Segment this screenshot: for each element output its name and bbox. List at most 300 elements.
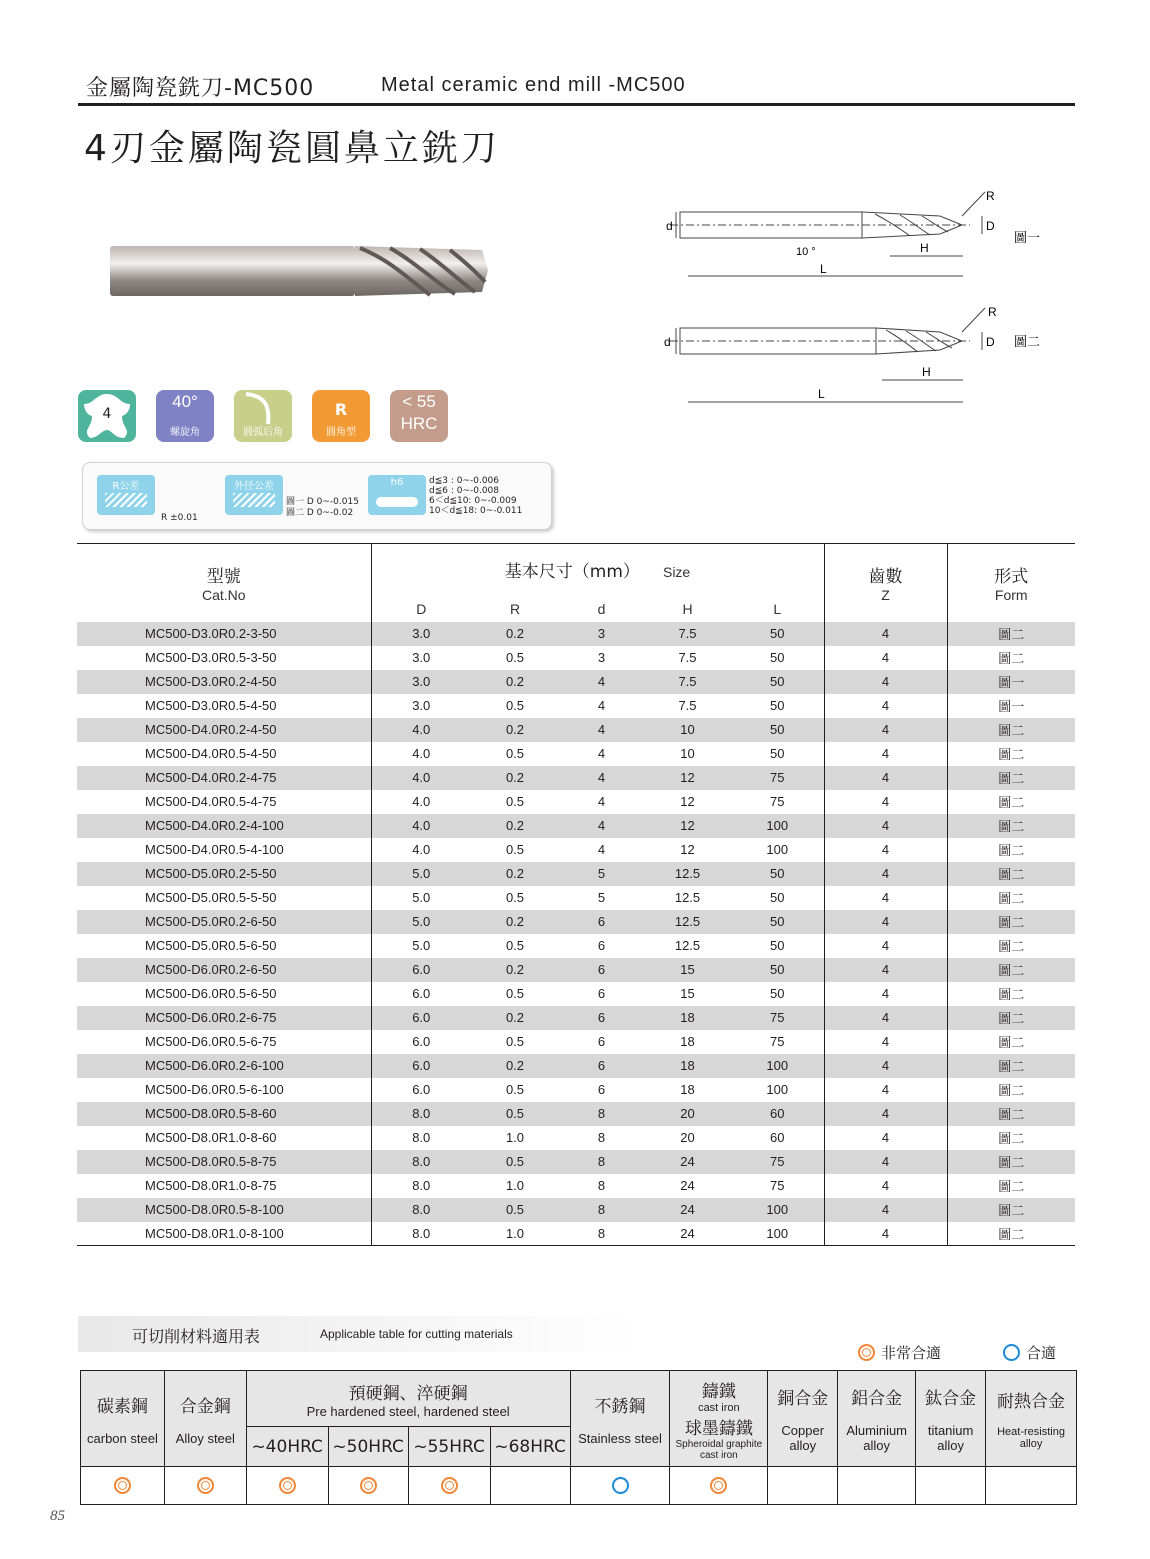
r-cell: 0.5 [505,1082,525,1097]
header-en-title: Metal ceramic end mill -MC500 [381,74,686,96]
z-cell: 4 [824,958,947,982]
drawing-fig1-L: L [820,262,827,276]
drawing-fig1-H: H [920,241,929,255]
shank-d-cell: 4 [559,814,644,838]
z-cell: 4 [824,1006,947,1030]
col-d-header: d [597,600,606,617]
shank-d-cell: 6 [597,1034,606,1049]
cast-zh: 鑄鐵 [701,1381,736,1402]
d-cell: 3.0 [412,698,431,713]
table-row [77,1054,1075,1078]
form-cell: 圖二 [998,1083,1025,1098]
form-cell: 圖二 [998,1035,1025,1050]
z-cell: 4 [824,766,947,790]
d-cell: 5.0 [371,910,471,934]
z-cell: 4 [824,1198,947,1222]
z-cell: 4 [824,1054,947,1078]
l-cell: 75 [731,766,824,790]
d-cell: 4.0 [371,766,471,790]
h-cell: 15 [680,986,695,1001]
hrc40-header [246,1427,328,1467]
d-cell: 8.0 [371,1102,471,1126]
z-cell: 4 [824,1126,947,1150]
cat-no-cell: MC500-D3.0R0.5-3-50 [77,646,371,670]
flute-count-icon [78,390,136,442]
r-tolerance-label: R公差 [112,481,140,492]
alu-en: Aluminium alloy [846,1423,908,1453]
form-cell: 圖二 [998,1131,1025,1146]
hrc68-header [490,1427,570,1467]
r-cell: 0.2 [471,1054,559,1078]
suitability-cell [408,1467,490,1505]
hardness-icon [390,390,448,442]
cat-no-cell: MC500-D6.0R0.5-6-50 [77,982,371,1006]
l-cell: 75 [731,1174,824,1198]
h6-line: d≦6 : 0~-0.008 [429,486,500,496]
drawing-fig1-R: R [986,189,995,203]
suitability-cell [838,1467,916,1505]
h6-line: 6＜d≦10: 0~-0.009 [429,496,517,506]
z-cell: 4 [824,1078,947,1102]
double-ring-icon [441,1477,458,1494]
form-cell: 圖二 [947,958,1075,982]
h6-badge [368,475,426,515]
table-row [77,862,1075,886]
h-cell: 12.5 [674,938,701,953]
z-cell: 4 [824,1030,947,1054]
materials-table [80,1370,1077,1505]
cat-no-cell: MC500-D5.0R0.5-5-50 [77,886,371,910]
shank-d-cell: 6 [559,1054,644,1078]
heat-zh: 耐熱合金 [997,1392,1066,1412]
hatch-icon [105,493,147,507]
drawing-fig2-R: R [988,305,997,319]
table-row [77,910,1075,934]
drawing-fig1-label: 圖一 [1014,231,1041,246]
cast-en: cast iron [698,1401,740,1414]
teeth-header [824,544,947,622]
hard-en: Pre hardened steel, hardened steel [306,1403,510,1419]
shank-d-cell: 8 [559,1198,644,1222]
shank-d-cell: 4 [597,842,606,857]
aluminium-header [838,1371,916,1467]
h-cell: 24 [680,1178,695,1193]
size-header-en: Size [662,564,691,581]
table-row [77,814,1075,838]
r-cell: 1.0 [505,1178,525,1193]
stainless-en: Stainless steel [578,1430,662,1446]
shank-d-cell: 5 [559,862,644,886]
table-row [77,1030,1075,1054]
shank-d-cell: 6 [559,958,644,982]
l-cell: 60 [731,1102,824,1126]
carbon-en: carbon steel [87,1430,158,1446]
table-row [77,790,1075,814]
d-cell: 6.0 [371,958,471,982]
cat-no-cell: MC500-D4.0R0.2-4-75 [77,766,371,790]
form-cell: 圖二 [947,1006,1075,1030]
suitability-cell [768,1467,838,1505]
header-zh-title: 金屬陶瓷銑刀-MC500 [86,76,315,101]
end-mill-photo [110,240,490,300]
h-cell: 12 [644,814,731,838]
helix-angle-icon [156,390,214,442]
h-cell: 15 [644,958,731,982]
l-cell: 100 [731,1198,824,1222]
carbon-zh: 碳素鋼 [96,1396,148,1417]
double-ring-icon [858,1344,875,1361]
h-cell: 7.5 [678,650,697,665]
table-row [77,1198,1075,1222]
d-cell: 4.0 [371,718,471,742]
r-tolerance-value: R ±0.01 [161,513,198,523]
r-cell: 0.5 [505,794,525,809]
col-H-header: H [682,600,693,617]
helix-angle-label: 螺旋角 [170,427,200,438]
drawing-fig2-label: 圖二 [1014,335,1041,350]
form-cell: 圖二 [947,862,1075,886]
r-cell: 0.2 [471,670,559,694]
double-ring-icon [114,1477,131,1494]
drawing-fig2-H: H [922,365,931,379]
model-header-en: Cat.No [201,587,246,604]
h-cell: 20 [680,1130,695,1145]
table-row [77,886,1075,910]
form-header-zh: 形式 [994,567,1029,588]
d-cell: 6.0 [371,1054,471,1078]
r-cell: 0.2 [471,718,559,742]
h-cell: 12.5 [644,910,731,934]
z-cell: 4 [824,1150,947,1174]
drawing-fig1-D: D [986,219,995,233]
shank-d-cell: 3 [559,622,644,646]
table-row [77,1102,1075,1126]
form-cell: 圖一 [998,699,1025,714]
z-cell: 4 [824,886,947,910]
d-cell: 6.0 [412,1082,431,1097]
d-cell: 8.0 [412,1178,431,1193]
h-cell: 18 [644,1054,731,1078]
arc-relief-label: 圓弧后角 [243,427,283,438]
hatch-icon [233,493,275,507]
z-cell: 4 [824,622,947,646]
ring-icon [1003,1344,1020,1361]
double-ring-icon [710,1477,727,1494]
table-row [77,646,1075,670]
shank-d-cell: 4 [597,794,606,809]
d-cell: 4.0 [412,746,431,761]
h-cell: 20 [644,1102,731,1126]
corner-letter: R [334,400,348,419]
r-cell: 0.5 [505,698,525,713]
z-cell: 4 [824,1222,947,1246]
table-row [77,670,1075,694]
ring-icon [612,1477,629,1494]
double-ring-icon [197,1477,214,1494]
z-cell: 4 [824,790,947,814]
cat-no-cell: MC500-D3.0R0.5-4-50 [77,694,371,718]
shank-icon [376,497,418,507]
form-cell: 圖二 [998,747,1025,762]
suitability-cell [490,1467,570,1505]
materials-heading [78,1316,638,1352]
shank-d-cell: 4 [559,766,644,790]
table-row [77,1222,1075,1246]
shank-d-cell: 3 [597,650,606,665]
copper-header [768,1371,838,1467]
form-cell: 圖二 [947,718,1075,742]
cat-no-cell: MC500-D4.0R0.5-4-100 [77,838,371,862]
h-cell: 12.5 [674,890,701,905]
hrc68-label: ~68HRC [494,1436,566,1457]
r-tolerance-badge [97,475,155,515]
alloy-zh: 合金鋼 [179,1396,231,1417]
d-cell: 8.0 [371,1150,471,1174]
shank-d-cell: 4 [597,698,606,713]
l-cell: 100 [731,838,824,862]
drawing-fig1-angle: 10 ° [796,246,816,258]
h-cell: 7.5 [678,698,697,713]
h-cell: 7.5 [644,670,731,694]
hrc50-label: ~50HRC [332,1436,404,1457]
suitability-cell [916,1467,986,1505]
r-cell: 0.5 [505,746,525,761]
table-row [77,934,1075,958]
col-R-header: R [509,600,521,617]
h6-label: h6 [390,477,404,488]
r-cell: 1.0 [505,1130,525,1145]
r-cell: 0.5 [505,842,525,857]
h-cell: 7.5 [644,622,731,646]
shank-d-cell: 4 [559,670,644,694]
form-cell: 圖二 [947,766,1075,790]
double-ring-icon [360,1477,377,1494]
h-cell: 12.5 [644,862,731,886]
page-title: 4刃金屬陶瓷圓鼻立銑刀 [84,128,500,169]
cat-no-cell: MC500-D6.0R0.2-6-100 [77,1054,371,1078]
z-cell: 4 [824,862,947,886]
l-cell: 50 [731,622,824,646]
h6-line: 10＜d≦18: 0~-0.011 [429,506,523,516]
h-cell: 10 [644,718,731,742]
form-cell: 圖二 [947,1150,1075,1174]
titanium-header [916,1371,986,1467]
cat-no-cell: MC500-D6.0R0.5-6-100 [77,1078,371,1102]
corner-type-label: 圓角型 [326,427,356,438]
h-cell: 24 [644,1150,731,1174]
l-cell: 50 [731,670,824,694]
l-cell: 50 [731,862,824,886]
h-cell: 12 [644,766,731,790]
shank-d-cell: 8 [559,1102,644,1126]
ti-en: titanium alloy [927,1423,974,1453]
stainless-zh: 不銹鋼 [594,1396,646,1417]
form-cell: 圖二 [998,891,1025,906]
model-header [77,544,371,622]
shank-d-cell: 8 [597,1130,606,1145]
alloy-en: Alloy steel [175,1430,235,1446]
page-header [78,68,1075,106]
size-header [371,544,824,596]
d-cell: 8.0 [371,1222,471,1246]
helix-angle-value: 40° [172,392,198,411]
z-cell: 4 [824,934,947,958]
alloy-steel-header [164,1371,246,1467]
cat-no-cell: MC500-D5.0R0.5-6-50 [77,934,371,958]
l-cell: 75 [731,790,824,814]
suitability-row [81,1467,1077,1505]
table-row [77,838,1075,862]
hardness-unit: HRC [400,414,438,433]
form-cell: 圖二 [947,1054,1075,1078]
cat-no-cell: MC500-D8.0R1.0-8-60 [77,1126,371,1150]
table-row [77,718,1075,742]
form-cell: 圖二 [947,1102,1075,1126]
shank-d-cell: 4 [559,718,644,742]
r-cell: 0.2 [471,958,559,982]
r-cell: 0.5 [471,1198,559,1222]
shank-d-cell: 6 [559,910,644,934]
l-cell: 50 [731,886,824,910]
cat-no-cell: MC500-D8.0R0.5-8-100 [77,1198,371,1222]
z-cell: 4 [824,670,947,694]
r-cell: 0.5 [505,890,525,905]
dimension-table-body [77,622,1075,1246]
shank-d-cell: 8 [559,1222,644,1246]
h-cell: 12 [680,794,695,809]
cat-no-cell: MC500-D6.0R0.2-6-50 [77,958,371,982]
hardened-steel-header [246,1371,570,1427]
hrc55-label: ~55HRC [413,1436,485,1457]
h-cell: 10 [680,746,695,761]
carbon-steel-header [81,1371,165,1467]
r-cell: 0.5 [505,986,525,1001]
cat-no-cell: MC500-D4.0R0.2-4-100 [77,814,371,838]
r-cell: 0.2 [471,766,559,790]
r-cell: 0.5 [505,1034,525,1049]
copper-zh: 銅合金 [777,1389,829,1409]
teeth-header-zh: 齒數 [868,567,903,588]
r-cell: 0.2 [471,1006,559,1030]
h-cell: 24 [644,1198,731,1222]
form-cell: 圖二 [947,1198,1075,1222]
arc-relief-icon [234,390,292,442]
copper-en: Copper alloy [781,1423,825,1453]
table-row [77,982,1075,1006]
table-row [77,958,1075,982]
cast-iron-header [670,1371,768,1467]
size-header-zh: 基本尺寸（mm） [504,562,640,583]
shank-d-cell: 6 [597,1082,606,1097]
h-cell: 18 [644,1006,731,1030]
technical-drawings [640,180,1080,410]
heat-resisting-header [986,1371,1077,1467]
table-row [77,1150,1075,1174]
l-cell: 50 [731,718,824,742]
form-cell: 圖二 [947,814,1075,838]
r-cell: 0.2 [471,910,559,934]
ti-zh: 鈦合金 [925,1389,977,1409]
z-cell: 4 [824,742,947,766]
z-cell: 4 [824,982,947,1006]
legend-ok-label: 合適 [1026,1344,1057,1362]
shank-d-cell: 5 [597,890,606,905]
l-cell: 100 [731,1054,824,1078]
suitability-cell [986,1467,1077,1505]
hrc55-header [408,1427,490,1467]
legend-very-label: 非常合適 [881,1344,942,1362]
d-cell: 3.0 [371,622,471,646]
shank-d-cell: 6 [597,986,606,1001]
d-cell: 5.0 [412,938,431,953]
r-cell: 0.5 [471,1150,559,1174]
l-cell: 100 [731,814,824,838]
l-cell: 50 [731,982,824,1006]
hrc40-label: ~40HRC [251,1436,323,1457]
shank-d-cell: 4 [597,746,606,761]
suitability-cell [670,1467,768,1505]
z-cell: 4 [824,718,947,742]
cat-no-cell: MC500-D5.0R0.2-5-50 [77,862,371,886]
form-cell: 圖二 [998,795,1025,810]
table-row [77,1174,1075,1198]
l-cell: 50 [731,694,824,718]
form-cell: 圖二 [947,910,1075,934]
r-cell: 0.5 [505,650,525,665]
l-cell: 100 [731,1222,824,1246]
hardness-value: < 55 [402,392,436,411]
d-cell: 8.0 [371,1198,471,1222]
shank-d-cell: 6 [559,1006,644,1030]
table-row [77,766,1075,790]
corner-radius-icon [312,390,370,442]
r-cell: 0.5 [505,938,525,953]
col-D-header: D [416,600,427,617]
shank-d-cell: 6 [597,938,606,953]
d-cell: 5.0 [412,890,431,905]
l-cell: 50 [731,742,824,766]
tolerance-panel [82,462,552,530]
d-cell: 4.0 [371,814,471,838]
table-row [77,694,1075,718]
table-row [77,1006,1075,1030]
form-cell: 圖二 [998,1179,1025,1194]
suitability-cell [328,1467,408,1505]
materials-heading-zh: 可切削材料適用表 [132,1327,261,1346]
od-tolerance-badge [225,475,283,515]
form-cell: 圖二 [947,622,1075,646]
d-cell: 6.0 [412,1034,431,1049]
drawing-fig2-d: d [664,335,671,349]
cat-no-cell: MC500-D8.0R0.5-8-75 [77,1150,371,1174]
sg-en: Spheroidal graphite cast iron [675,1438,763,1461]
form-cell: 圖二 [998,939,1025,954]
l-cell: 50 [731,910,824,934]
cat-no-cell: MC500-D3.0R0.2-4-50 [77,670,371,694]
z-cell: 4 [824,694,947,718]
cat-no-cell: MC500-D6.0R0.2-6-75 [77,1006,371,1030]
od-tolerance-fig1: 圖一 D 0~-0.015 [286,497,359,507]
l-cell: 50 [731,958,824,982]
form-header [947,544,1075,622]
cat-no-cell: MC500-D6.0R0.5-6-75 [77,1030,371,1054]
l-cell: 60 [731,1126,824,1150]
d-cell: 6.0 [371,1006,471,1030]
cat-no-cell: MC500-D5.0R0.2-6-50 [77,910,371,934]
hard-zh: 預硬鋼、淬硬鋼 [348,1383,468,1404]
z-cell: 4 [824,814,947,838]
col-L-header: L [731,596,824,622]
